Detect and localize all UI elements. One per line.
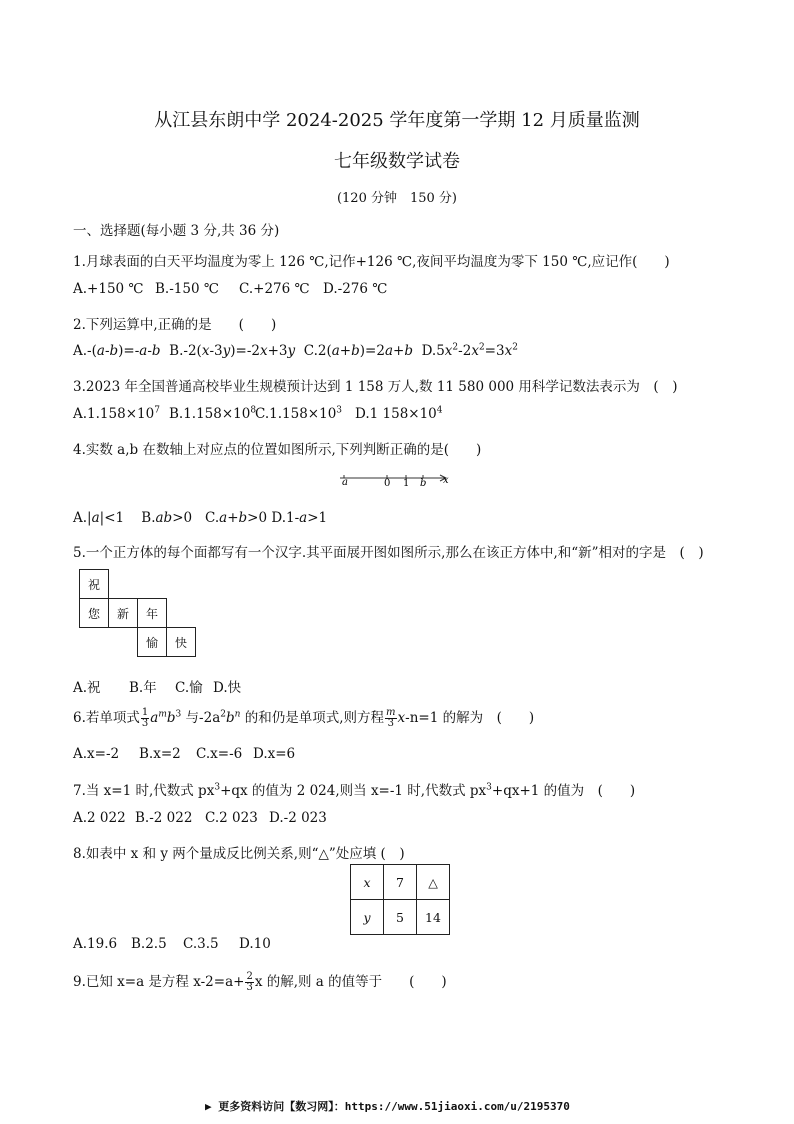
q5-option-b: B.年: [129, 680, 157, 696]
net-cell-nian: 年: [137, 598, 167, 628]
q4-option-c: C.a+b>0: [204, 510, 268, 526]
q5-stem: 5.一个正方体的每个面都写有一个汉字.其平面展开图如图所示,那么在该正方体中,和“新”相对的字是 ( ): [73, 545, 704, 561]
q2-option-c: C.2(a+b)=2a+b: [303, 343, 413, 359]
q6-fraction-2: $\frac{m}{3}$: [386, 707, 396, 729]
q7-options: [73, 810, 327, 826]
table-cell: x: [351, 865, 384, 900]
q2-option-b: B.-2(x-3y)=-2x+3y: [169, 343, 296, 359]
q9-fraction: $\frac{2}{3}$: [246, 971, 253, 993]
axis-label-zero: 0: [384, 478, 391, 489]
q6-option-d: D.x=6: [253, 746, 296, 762]
q8-stem: 8.如表中 x 和 y 两个量成反比例关系,则“△”处应填 ( ): [73, 846, 405, 862]
q4-option-d: D.1-a>1: [271, 510, 328, 526]
q7-option-b: B.-2 022: [135, 810, 193, 826]
table-cell: 7: [384, 865, 417, 900]
net-cell-yu: 愉: [137, 627, 167, 657]
q7-option-d: D.-2 023: [269, 810, 327, 826]
q1-option-c: C.+276 ℃: [239, 281, 310, 297]
q6-option-c: C.x=-6: [196, 746, 243, 762]
axis-label-a: a: [342, 477, 348, 488]
q5-option-c: C.愉: [175, 680, 203, 696]
q8-option-a: A.19.6: [73, 936, 118, 952]
table-row: [351, 865, 450, 900]
q6-option-a: A.x=-2: [73, 746, 120, 762]
q3-stem: 3.2023 年全国普通高校毕业生规模预计达到 1 158 万人,数 11 580 000 用科学记数法表示为 ( ): [73, 379, 678, 395]
q7-stem: 7.当 x=1 时,代数式 $px^3+qx$ 的值为 2 024,则当 x=-1 时,代数式 $px^3+qx+1$ 的值为 ( ): [73, 782, 636, 799]
q1-stem: 1.月球表面的白天平均温度为零上 126 ℃,记作+126 ℃,夜间平均温度为零下 150 ℃,应记作( ): [73, 254, 670, 270]
table-cell: 5: [384, 900, 417, 935]
q5-option-d: D.快: [213, 680, 242, 696]
q3-option-d: D.1 $158\times 10^4$: [355, 405, 443, 422]
q5-options: [73, 676, 241, 696]
exam-subtitle: 七年级数学试卷: [334, 151, 460, 172]
q6-option-b: B.x=2: [139, 746, 181, 762]
q1-option-b: B.-150 ℃: [155, 281, 219, 297]
exam-title: 从江县东朗中学 2024-2025 学年度第一学期 12 月质量监测: [154, 110, 640, 131]
section-1-heading: 一、选择题(每小题 3 分,共 36 分): [73, 223, 280, 239]
number-line-figure: [336, 470, 456, 492]
q4-options: [73, 510, 327, 526]
q2-option-a: A.-(a-b)=-a-b: [73, 343, 161, 359]
q1-option-d: D.-276 ℃: [323, 281, 388, 297]
table-row: [351, 900, 450, 935]
q7-option-a: A.2 022: [73, 810, 126, 826]
net-cell-zhu: 祝: [79, 569, 109, 599]
q8-option-b: B.2.5: [131, 936, 167, 952]
net-cell-xin: 新: [108, 598, 138, 628]
q4-option-b: B.ab>0: [141, 510, 193, 526]
q6-options: [73, 746, 295, 762]
q7-option-c: C.2 023: [205, 810, 258, 826]
q3-option-b: $B.1.158\times 10^8$: [169, 405, 257, 422]
axis-label-b: b: [420, 478, 427, 489]
q1-options: [73, 281, 387, 297]
net-cell-kuai: 快: [166, 627, 196, 657]
xy-table: [350, 864, 450, 935]
q3-option-a: $A.1.158\times 10^7$: [73, 405, 160, 422]
axis-label-x: x: [443, 475, 449, 486]
q8-option-c: C.3.5: [183, 936, 219, 952]
q6-stem: 6.若单项式 $\frac{1}{3}$ $a^mb^3$ 与$-2a^2b^n$ 的和仍是单项式,则方程 $\frac{m}{3}$ x-n=1 的解为 ( ): [73, 707, 535, 729]
net-cell-nin: 您: [79, 598, 109, 628]
q2-options: [73, 343, 518, 359]
q3-options: [73, 406, 443, 422]
table-cell: △: [417, 865, 450, 900]
q3-option-c: $C.1.158\times 10^3$: [255, 405, 343, 422]
table-cell: y: [351, 900, 384, 935]
q4-stem: 4.实数 a,b 在数轴上对应点的位置如图所示,下列判断正确的是( ): [73, 442, 482, 458]
axis-label-one: 1: [403, 478, 410, 489]
q2-option-d: $D.5x^2-2x^2=3x^2$: [421, 342, 518, 359]
q5-option-a: A.祝: [73, 680, 101, 696]
q2-stem: 2.下列运算中,正确的是 ( ): [73, 317, 277, 333]
q4-option-a: A.|a|<1: [73, 510, 125, 526]
table-cell: 14: [417, 900, 450, 935]
q8-option-d: D.10: [239, 936, 271, 952]
footer-link[interactable]: ▶ 更多资料访问【数习网】：https://www.51jiaoxi.com/u/2195370: [205, 1100, 570, 1113]
q6-fraction-1: $\frac{1}{3}$: [141, 707, 149, 729]
q1-option-a: A.+150 ℃: [73, 281, 144, 297]
q8-options: [73, 936, 271, 952]
exam-time-score: (120 分钟 150 分): [336, 191, 458, 206]
q9-stem: 9.已知 x=a 是方程 x-2=a+ $\frac{2}{3}$ x 的解,则 a 的值等于 ( ): [73, 971, 447, 993]
